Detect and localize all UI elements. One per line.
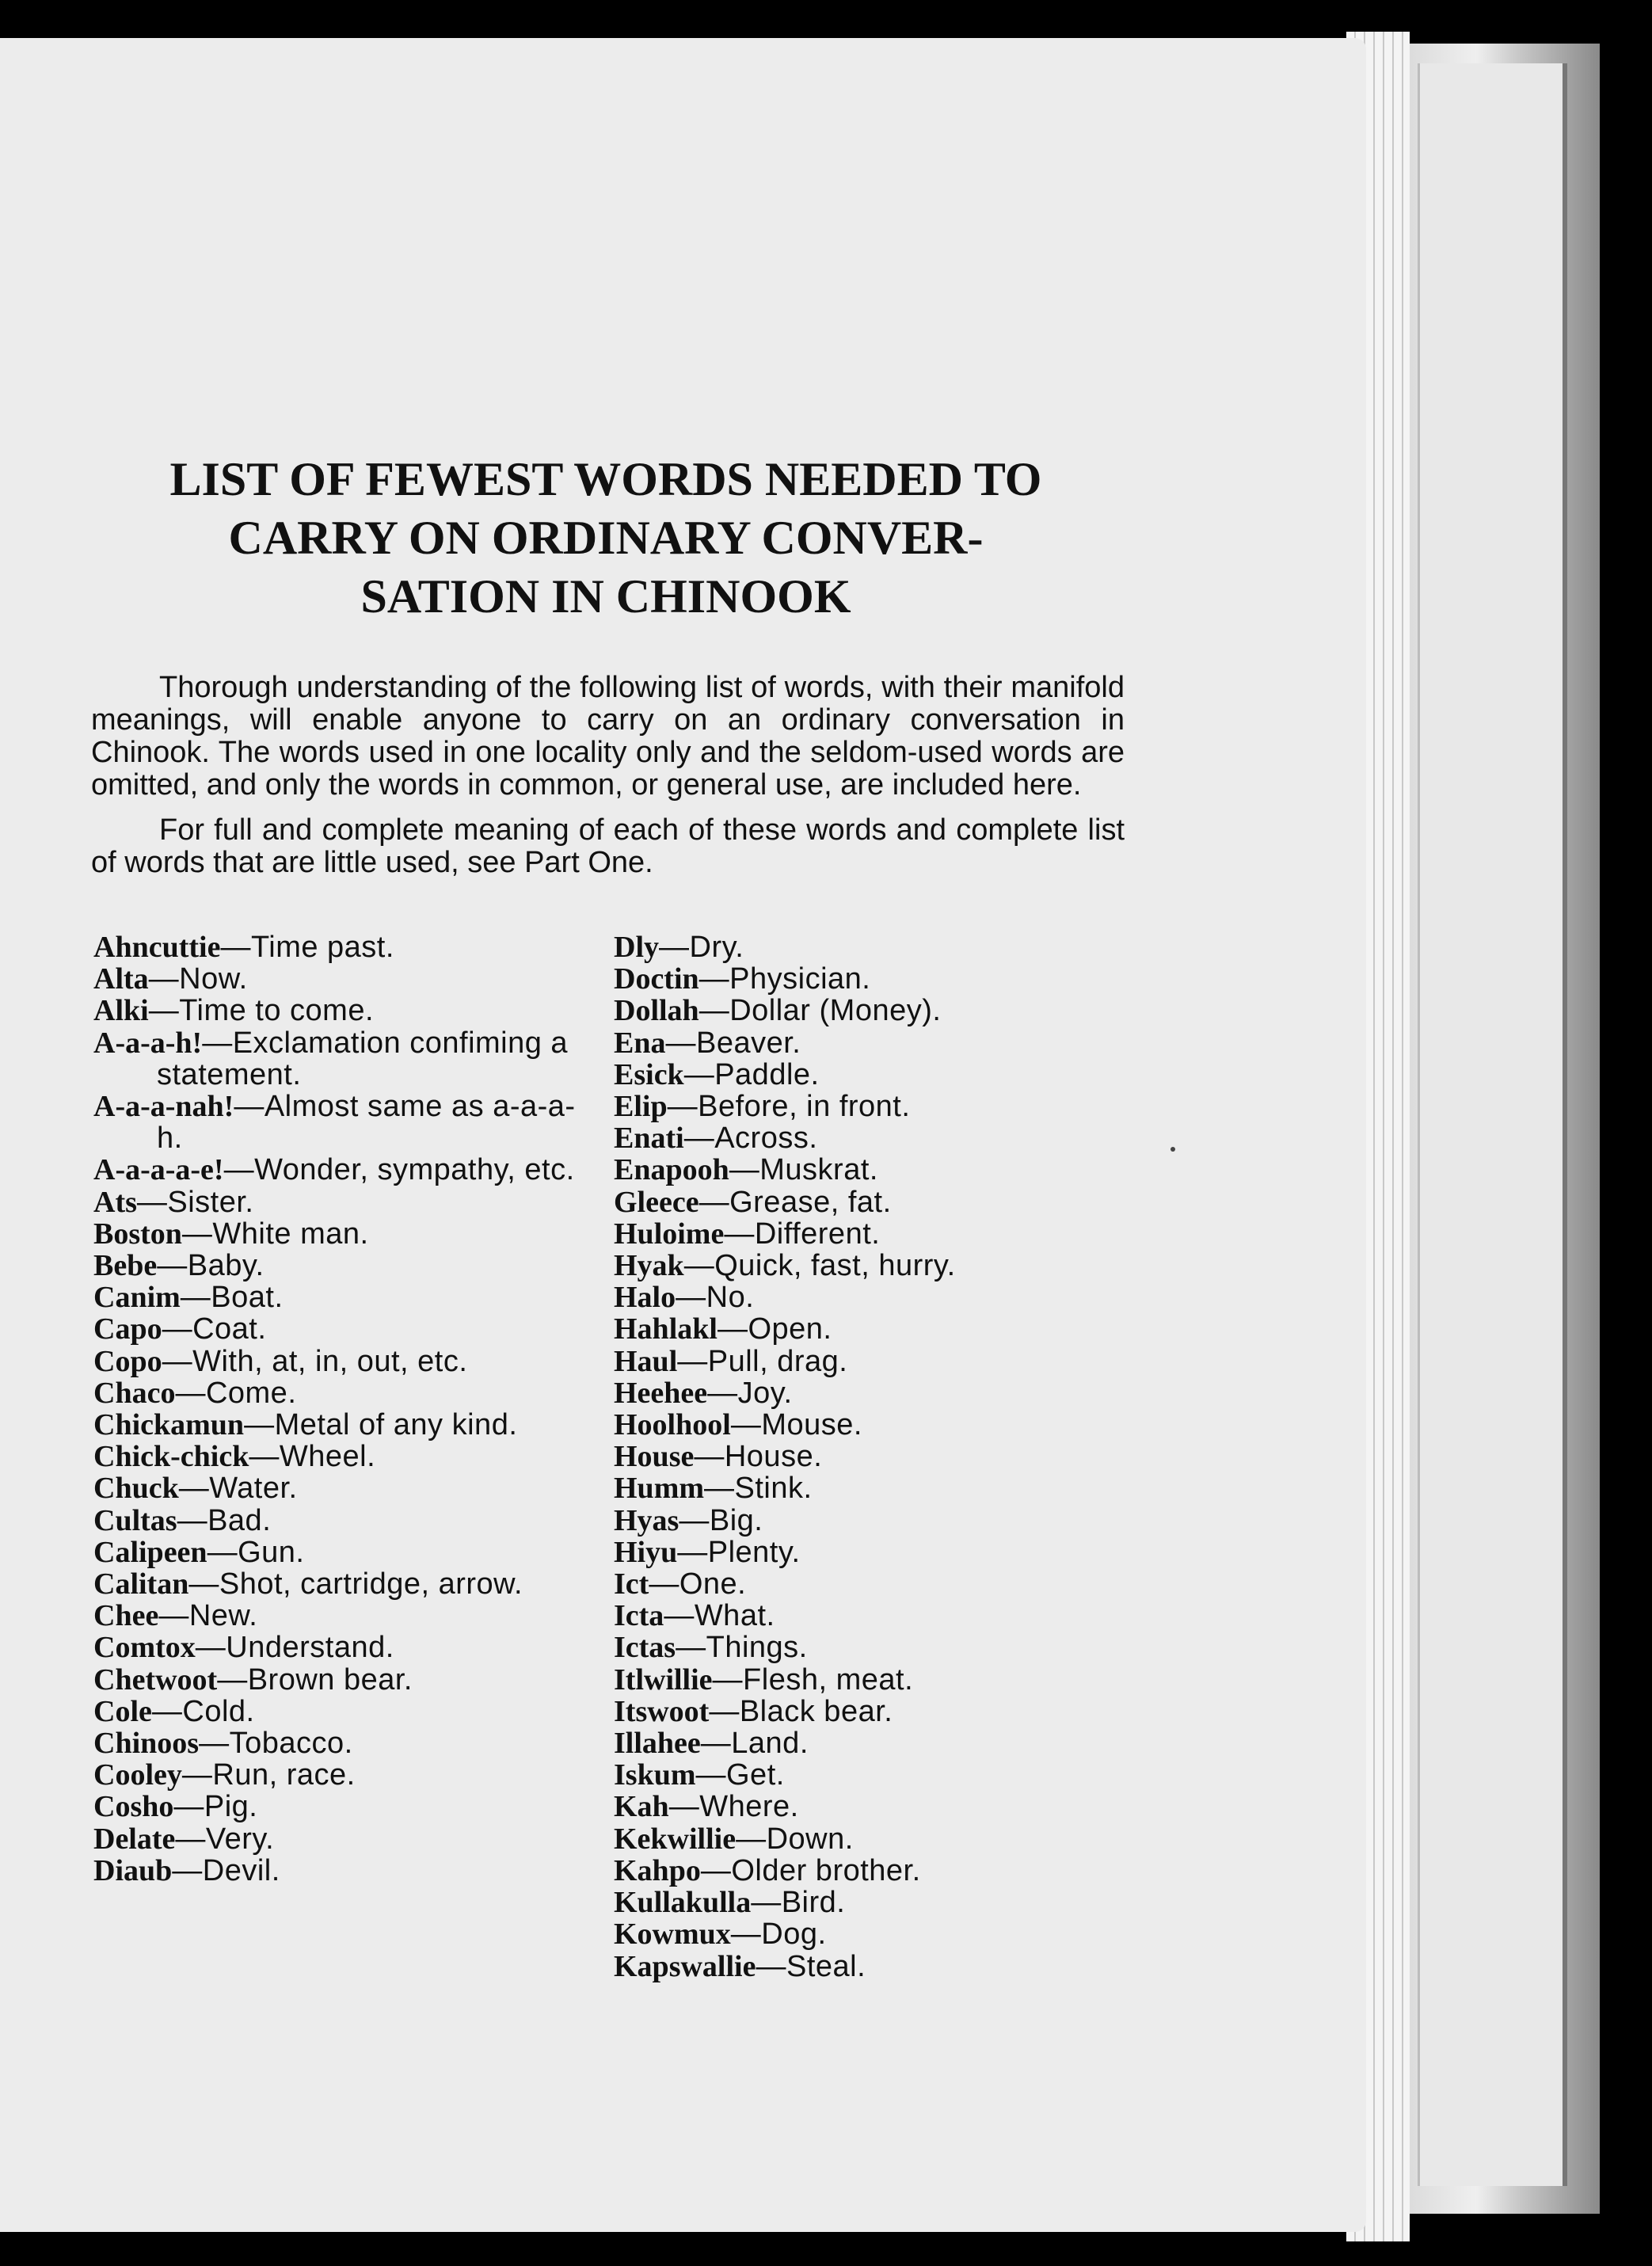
word-definition: —Wonder, sympathy, etc.: [223, 1153, 575, 1187]
word-definition: —Run, race.: [181, 1758, 356, 1792]
intro-paragraph-1: Thorough understanding of the following list of words, with their manifold meanings, will enable anyone to carry on an ordinary conversation in Chinook. The words used in one locality only and the seldom-used words are omitted, and only the words in common, or general use, are included here.: [91, 671, 1125, 802]
word-entry: [93, 1632, 584, 1663]
book-back-pages: [1418, 63, 1567, 2186]
word-definition: —Get.: [695, 1758, 785, 1792]
word-entry: [614, 1727, 1168, 1759]
word-entry: [93, 1472, 584, 1504]
word-term: Comtox: [93, 1631, 196, 1665]
word-entry: [614, 1855, 1168, 1887]
word-term: Enati: [614, 1122, 684, 1156]
word-term: Itlwillie: [614, 1662, 713, 1697]
word-definition: —Metal of any kind.: [244, 1408, 518, 1442]
word-definition: —Water.: [178, 1472, 298, 1506]
word-entry: [93, 995, 584, 1026]
word-definition: —Time to come.: [148, 994, 375, 1028]
word-entry: [93, 1441, 584, 1472]
word-definition: —Physician.: [698, 962, 871, 996]
word-list-left-column: [93, 931, 584, 1887]
word-term: Cultas: [93, 1503, 177, 1537]
word-term: Dly: [614, 931, 659, 964]
word-entry: [614, 1409, 1168, 1441]
word-term: Haul: [614, 1344, 678, 1378]
word-definition: —Grease, fat.: [698, 1185, 892, 1219]
word-entry: [614, 1377, 1168, 1409]
word-entry: [614, 1250, 1168, 1282]
word-term: Kapswallie: [614, 1949, 756, 1983]
word-entry: [614, 1918, 1168, 1950]
word-term: Iskum: [614, 1758, 696, 1792]
word-entry: [93, 1505, 584, 1537]
word-definition: —Different.: [724, 1217, 881, 1251]
word-term: Copo: [93, 1344, 162, 1378]
word-term: Hahlakl: [614, 1312, 718, 1346]
word-term: Elip: [614, 1090, 668, 1124]
word-definition: —Dollar (Money).: [698, 994, 942, 1028]
word-definition: —Very.: [175, 1822, 275, 1856]
word-entry: [614, 1696, 1168, 1727]
word-entry: [614, 1632, 1168, 1663]
word-entry: [93, 1313, 584, 1345]
word-definition: —Quick, fast, hurry.: [683, 1249, 956, 1283]
intro-text: [91, 672, 1125, 892]
word-entry: [614, 1759, 1168, 1791]
word-term: Hiyu: [614, 1535, 678, 1569]
word-term: Ats: [93, 1185, 137, 1219]
word-term: Ictas: [614, 1631, 676, 1665]
word-term: Ict: [614, 1567, 649, 1601]
word-entry: [614, 931, 1168, 963]
title-line-2: CARRY ON ORDINARY CONVER-: [228, 512, 984, 564]
word-definition: —No.: [676, 1281, 755, 1315]
word-definition: —Sister.: [136, 1185, 254, 1219]
word-entry: [614, 1472, 1168, 1504]
word-term: Icta: [614, 1599, 664, 1633]
word-term: Heehee: [614, 1376, 708, 1410]
word-entry: [614, 1823, 1168, 1855]
word-term: Kahpo: [614, 1853, 701, 1887]
word-term: Alki: [93, 994, 149, 1028]
word-entry: [93, 1696, 584, 1727]
word-definition: —Now.: [148, 962, 248, 996]
word-term: Chickamun: [93, 1408, 245, 1442]
word-entry: [614, 1600, 1168, 1632]
word-entry: [93, 1537, 584, 1568]
word-definition: —One.: [649, 1567, 747, 1601]
word-definition: —Across.: [683, 1122, 818, 1156]
word-entry: [614, 1059, 1168, 1091]
word-term: Humm: [614, 1472, 704, 1506]
word-definition: —Exclamation confiming a statement.: [157, 1026, 569, 1091]
word-entry: [614, 963, 1168, 995]
word-term: Chaco: [93, 1376, 176, 1410]
word-definition: —Black bear.: [709, 1694, 893, 1728]
word-entry: [614, 1346, 1168, 1377]
word-term: Chinoos: [93, 1727, 200, 1761]
word-term: Huloime: [614, 1217, 725, 1251]
word-entry: [614, 1186, 1168, 1218]
word-term: Kah: [614, 1790, 669, 1824]
word-entry: [614, 1282, 1168, 1313]
word-term: Enapooh: [614, 1153, 729, 1187]
word-term: Doctin: [614, 962, 699, 996]
word-term: Hyas: [614, 1503, 679, 1537]
word-entry: [93, 1218, 584, 1250]
word-definition: —Dry.: [659, 931, 744, 964]
word-definition: —Tobacco.: [199, 1727, 353, 1761]
word-definition: —Pig.: [173, 1790, 258, 1824]
word-definition: —Pull, drag.: [677, 1344, 848, 1378]
word-entry: [614, 1887, 1168, 1918]
word-term: A-a-a-h!: [93, 1026, 203, 1060]
word-entry: [614, 1537, 1168, 1568]
word-entry: [93, 1346, 584, 1377]
title-line-3: SATION IN CHINOOK: [360, 570, 851, 623]
word-term: Dollah: [614, 994, 699, 1028]
word-definition: —Brown bear.: [217, 1662, 413, 1697]
word-definition: —Baby.: [157, 1249, 265, 1283]
word-term: Halo: [614, 1281, 676, 1315]
word-definition: —Big.: [679, 1503, 763, 1537]
word-definition: —Bad.: [177, 1503, 272, 1537]
word-term: Gleece: [614, 1185, 699, 1219]
word-definition: —Time past.: [220, 931, 394, 964]
word-definition: —Plenty.: [677, 1535, 801, 1569]
word-term: House: [614, 1440, 695, 1474]
page-speck: [1170, 1147, 1175, 1152]
word-term: Chuck: [93, 1472, 179, 1506]
word-term: Alta: [93, 962, 149, 996]
word-entry: [93, 1727, 584, 1759]
word-definition: —Steal.: [756, 1949, 866, 1983]
word-definition: —What.: [664, 1599, 775, 1633]
word-entry: [93, 1759, 584, 1791]
word-term: Chee: [93, 1599, 159, 1633]
word-entry: [614, 1154, 1168, 1186]
word-term: Illahee: [614, 1727, 701, 1761]
word-definition: —Paddle.: [683, 1057, 820, 1091]
word-entry: [614, 1218, 1168, 1250]
word-definition: —Dog.: [730, 1918, 827, 1952]
word-entry: [93, 1855, 584, 1887]
word-entry: [93, 1027, 584, 1091]
word-term: Esick: [614, 1057, 684, 1091]
word-term: Bebe: [93, 1249, 158, 1283]
word-term: Calitan: [93, 1567, 189, 1601]
word-definition: —Understand.: [195, 1631, 394, 1665]
word-definition: —Wheel.: [249, 1440, 376, 1474]
word-entry: [93, 1154, 584, 1186]
word-entry: [614, 1951, 1168, 1982]
page-title: [79, 450, 1132, 626]
word-definition: —Coat.: [162, 1312, 267, 1346]
word-term: Chick-chick: [93, 1440, 249, 1474]
intro-paragraph-2: For full and complete meaning of each of these words and complete list of words that are little used, see Part One.: [91, 813, 1125, 879]
word-definition: —With, at, in, out, etc.: [162, 1344, 468, 1378]
word-term: Delate: [93, 1822, 176, 1856]
word-term: Ahncuttie: [93, 931, 221, 964]
word-definition: —Down.: [736, 1822, 854, 1856]
word-term: Diaub: [93, 1853, 173, 1887]
word-definition: —Come.: [175, 1376, 297, 1410]
word-definition: —Flesh, meat.: [712, 1662, 914, 1697]
word-term: Hyak: [614, 1249, 684, 1283]
word-entry: [614, 1122, 1168, 1154]
word-entry: [93, 963, 584, 995]
word-term: Ena: [614, 1026, 666, 1060]
word-term: Calipeen: [93, 1535, 207, 1569]
word-list-right-column: [614, 931, 1168, 1982]
word-definition: —New.: [158, 1599, 258, 1633]
word-entry: [614, 1505, 1168, 1537]
word-term: Kullakulla: [614, 1886, 752, 1920]
word-term: A-a-a-a-e!: [93, 1153, 224, 1187]
word-term: Cosho: [93, 1790, 174, 1824]
word-entry: [93, 1377, 584, 1409]
word-term: Boston: [93, 1217, 182, 1251]
word-definition: —White man.: [181, 1217, 369, 1251]
word-definition: —Devil.: [172, 1853, 280, 1887]
word-entry: [614, 995, 1168, 1026]
title-line-1: LIST OF FEWEST WORDS NEEDED TO: [169, 453, 1042, 505]
word-term: Canim: [93, 1281, 181, 1315]
word-definition: —Shot, cartridge, arrow.: [188, 1567, 523, 1601]
word-definition: —Where.: [668, 1790, 799, 1824]
word-definition: —Things.: [676, 1631, 808, 1665]
word-definition: —Boat.: [180, 1281, 284, 1315]
word-entry: [93, 1600, 584, 1632]
word-entry: [93, 1823, 584, 1855]
word-definition: —Before, in front.: [667, 1090, 911, 1124]
word-entry: [93, 1186, 584, 1218]
word-entry: [614, 1568, 1168, 1600]
word-entry: [614, 1441, 1168, 1472]
word-entry: [614, 1791, 1168, 1822]
word-term: Cooley: [93, 1758, 182, 1792]
word-definition: —Muskrat.: [729, 1153, 878, 1187]
word-entry: [93, 1791, 584, 1822]
word-entry: [93, 1091, 584, 1154]
word-term: Hoolhool: [614, 1408, 731, 1442]
word-term: A-a-a-nah!: [93, 1090, 234, 1124]
word-term: Kowmux: [614, 1918, 731, 1952]
word-term: Kekwillie: [614, 1822, 737, 1856]
word-definition: —Land.: [700, 1727, 809, 1761]
word-definition: —Gun.: [207, 1535, 305, 1569]
word-definition: —Stink.: [704, 1472, 813, 1506]
word-definition: —Mouse.: [730, 1408, 862, 1442]
word-entry: [614, 1027, 1168, 1059]
word-entry: [614, 1313, 1168, 1345]
word-entry: [93, 1664, 584, 1696]
word-term: Itswoot: [614, 1694, 710, 1728]
word-definition: —Joy.: [707, 1376, 793, 1410]
word-term: Capo: [93, 1312, 162, 1346]
word-term: Chetwoot: [93, 1662, 218, 1697]
word-definition: —Older brother.: [700, 1853, 921, 1887]
word-entry: [93, 1409, 584, 1441]
word-entry: [93, 1250, 584, 1282]
word-term: Cole: [93, 1694, 152, 1728]
word-definition: —Almost same as a-a-a-h.: [157, 1090, 576, 1156]
word-entry: [93, 931, 584, 963]
document-page: [0, 38, 1366, 2232]
word-definition: —House.: [694, 1440, 823, 1474]
word-entry: [614, 1091, 1168, 1122]
word-entry: [93, 1282, 584, 1313]
word-definition: —Open.: [717, 1312, 832, 1346]
word-definition: —Cold.: [151, 1694, 255, 1728]
word-definition: —Beaver.: [665, 1026, 801, 1060]
word-entry: [614, 1664, 1168, 1696]
word-entry: [93, 1568, 584, 1600]
word-definition: —Bird.: [751, 1886, 846, 1920]
